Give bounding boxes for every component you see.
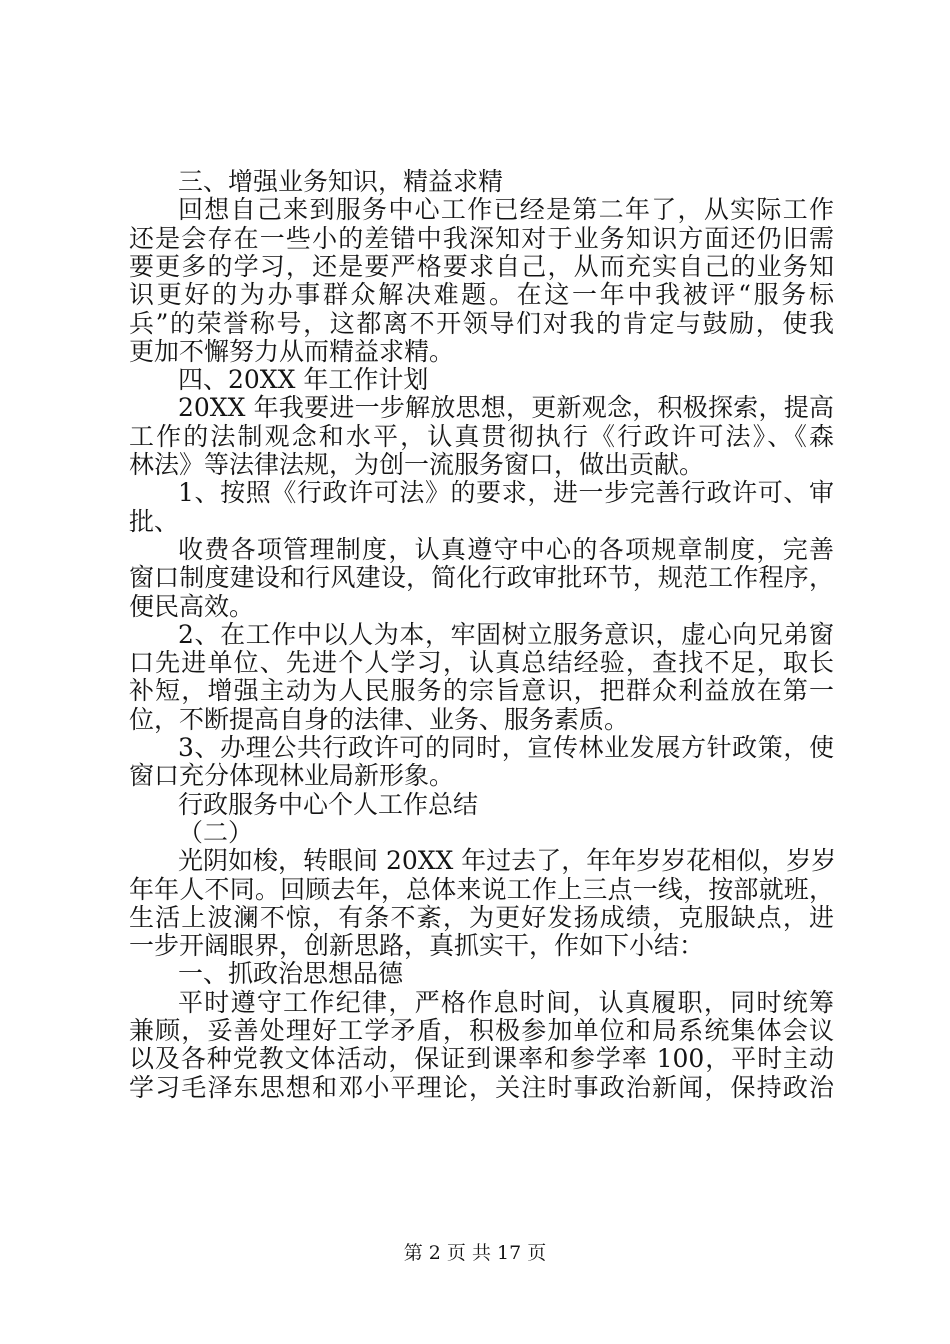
paragraph-line: 位，不断提高自身的法律、业务、服务素质。 <box>129 704 630 734</box>
document-subtitle: （二） <box>178 817 254 847</box>
paragraph-line: 1、按照《行政许可法》的要求，进一步完善行政许可、审 <box>178 478 834 508</box>
paragraph-line: 便民高效。 <box>129 591 255 621</box>
paragraph-line: 要更多的学习，还是要严格要求自己，从而充实自己的业务知 <box>129 251 834 281</box>
document-title: 行政服务中心个人工作总结 <box>178 789 479 819</box>
paragraph-line: 窗口充分体现林业局新形象。 <box>129 761 455 791</box>
paragraph-line: 兵”的荣誉称号，这都离不开领导们对我的肯定与鼓励，使我 <box>129 308 834 338</box>
paragraph-line: 光阴如梭，转眼间 20XX 年过去了，年年岁岁花相似，岁岁 <box>178 846 837 876</box>
paragraph-line: 批、 <box>129 506 180 536</box>
paragraph-line: 工作的法制观念和水平，认真贯彻执行《行政许可法》、《森 <box>129 421 834 451</box>
paragraph-line: 识更好的为办事群众解决难题。在这一年中我被评“服务标 <box>129 280 834 310</box>
paragraph-line: 收费各项管理制度，认真遵守中心的各项规章制度，完善 <box>178 534 834 564</box>
paragraph-line: 补短，增强主动为人民服务的宗旨意识，把群众利益放在第一 <box>129 676 834 706</box>
paragraph-line: 口先进单位、先进个人学习，认真总结经验，查找不足，取长 <box>129 648 834 678</box>
paragraph-line: 年年人不同。回顾去年，总体来说工作上三点一线，按部就班， <box>129 874 834 904</box>
page-footer: 第 2 页 共 17 页 <box>403 1242 547 1264</box>
paragraph-line: 3、办理公共行政许可的同时，宣传林业发展方针政策，使 <box>178 733 834 762</box>
paragraph-line: 林法》等法律法规，为创一流服务窗口，做出贡献。 <box>129 450 705 479</box>
paragraph-line: 2、在工作中以人为本，牢固树立服务意识，虚心向兄弟窗 <box>178 619 834 649</box>
heading-section-1: 一、抓政治思想品德 <box>178 959 404 989</box>
heading-section-3: 三、增强业务知识，精益求精 <box>178 167 504 196</box>
paragraph-line: 学习毛泽东思想和邓小平理论，关注时事政治新闻，保持政治 <box>129 1072 834 1102</box>
paragraph-line: 兼顾，妥善处理好工学矛盾，积极参加单位和局系统集体会议 <box>129 1016 834 1045</box>
paragraph-line: 回想自己来到服务中心工作已经是第二年了，从实际工作 <box>178 195 834 225</box>
paragraph-line: 以及各种党教文体活动，保证到课率和参学率 100，平时主动 <box>129 1044 834 1074</box>
paragraph-line: 20XX 年我要进一步解放思想，更新观念，积极探索，提高 <box>178 393 834 423</box>
paragraph-line: 窗口制度建设和行风建设，简化行政审批环节，规范工作程序， <box>129 563 834 593</box>
paragraph-line: 平时遵守工作纪律，严格作息时间，认真履职，同时统筹 <box>178 987 834 1017</box>
paragraph-line: 生活上波澜不惊，有条不紊，为更好发扬成绩，克服缺点，进 <box>129 902 834 932</box>
paragraph-line: 一步开阔眼界，创新思路，真抓实干，作如下小结： <box>129 931 705 961</box>
paragraph-line: 还是会存在一些小的差错中我深知对于业务知识方面还仍旧需 <box>129 223 834 253</box>
paragraph-line: 更加不懈努力从而精益求精。 <box>129 336 455 366</box>
heading-section-4: 四、20XX 年工作计划 <box>178 365 429 395</box>
